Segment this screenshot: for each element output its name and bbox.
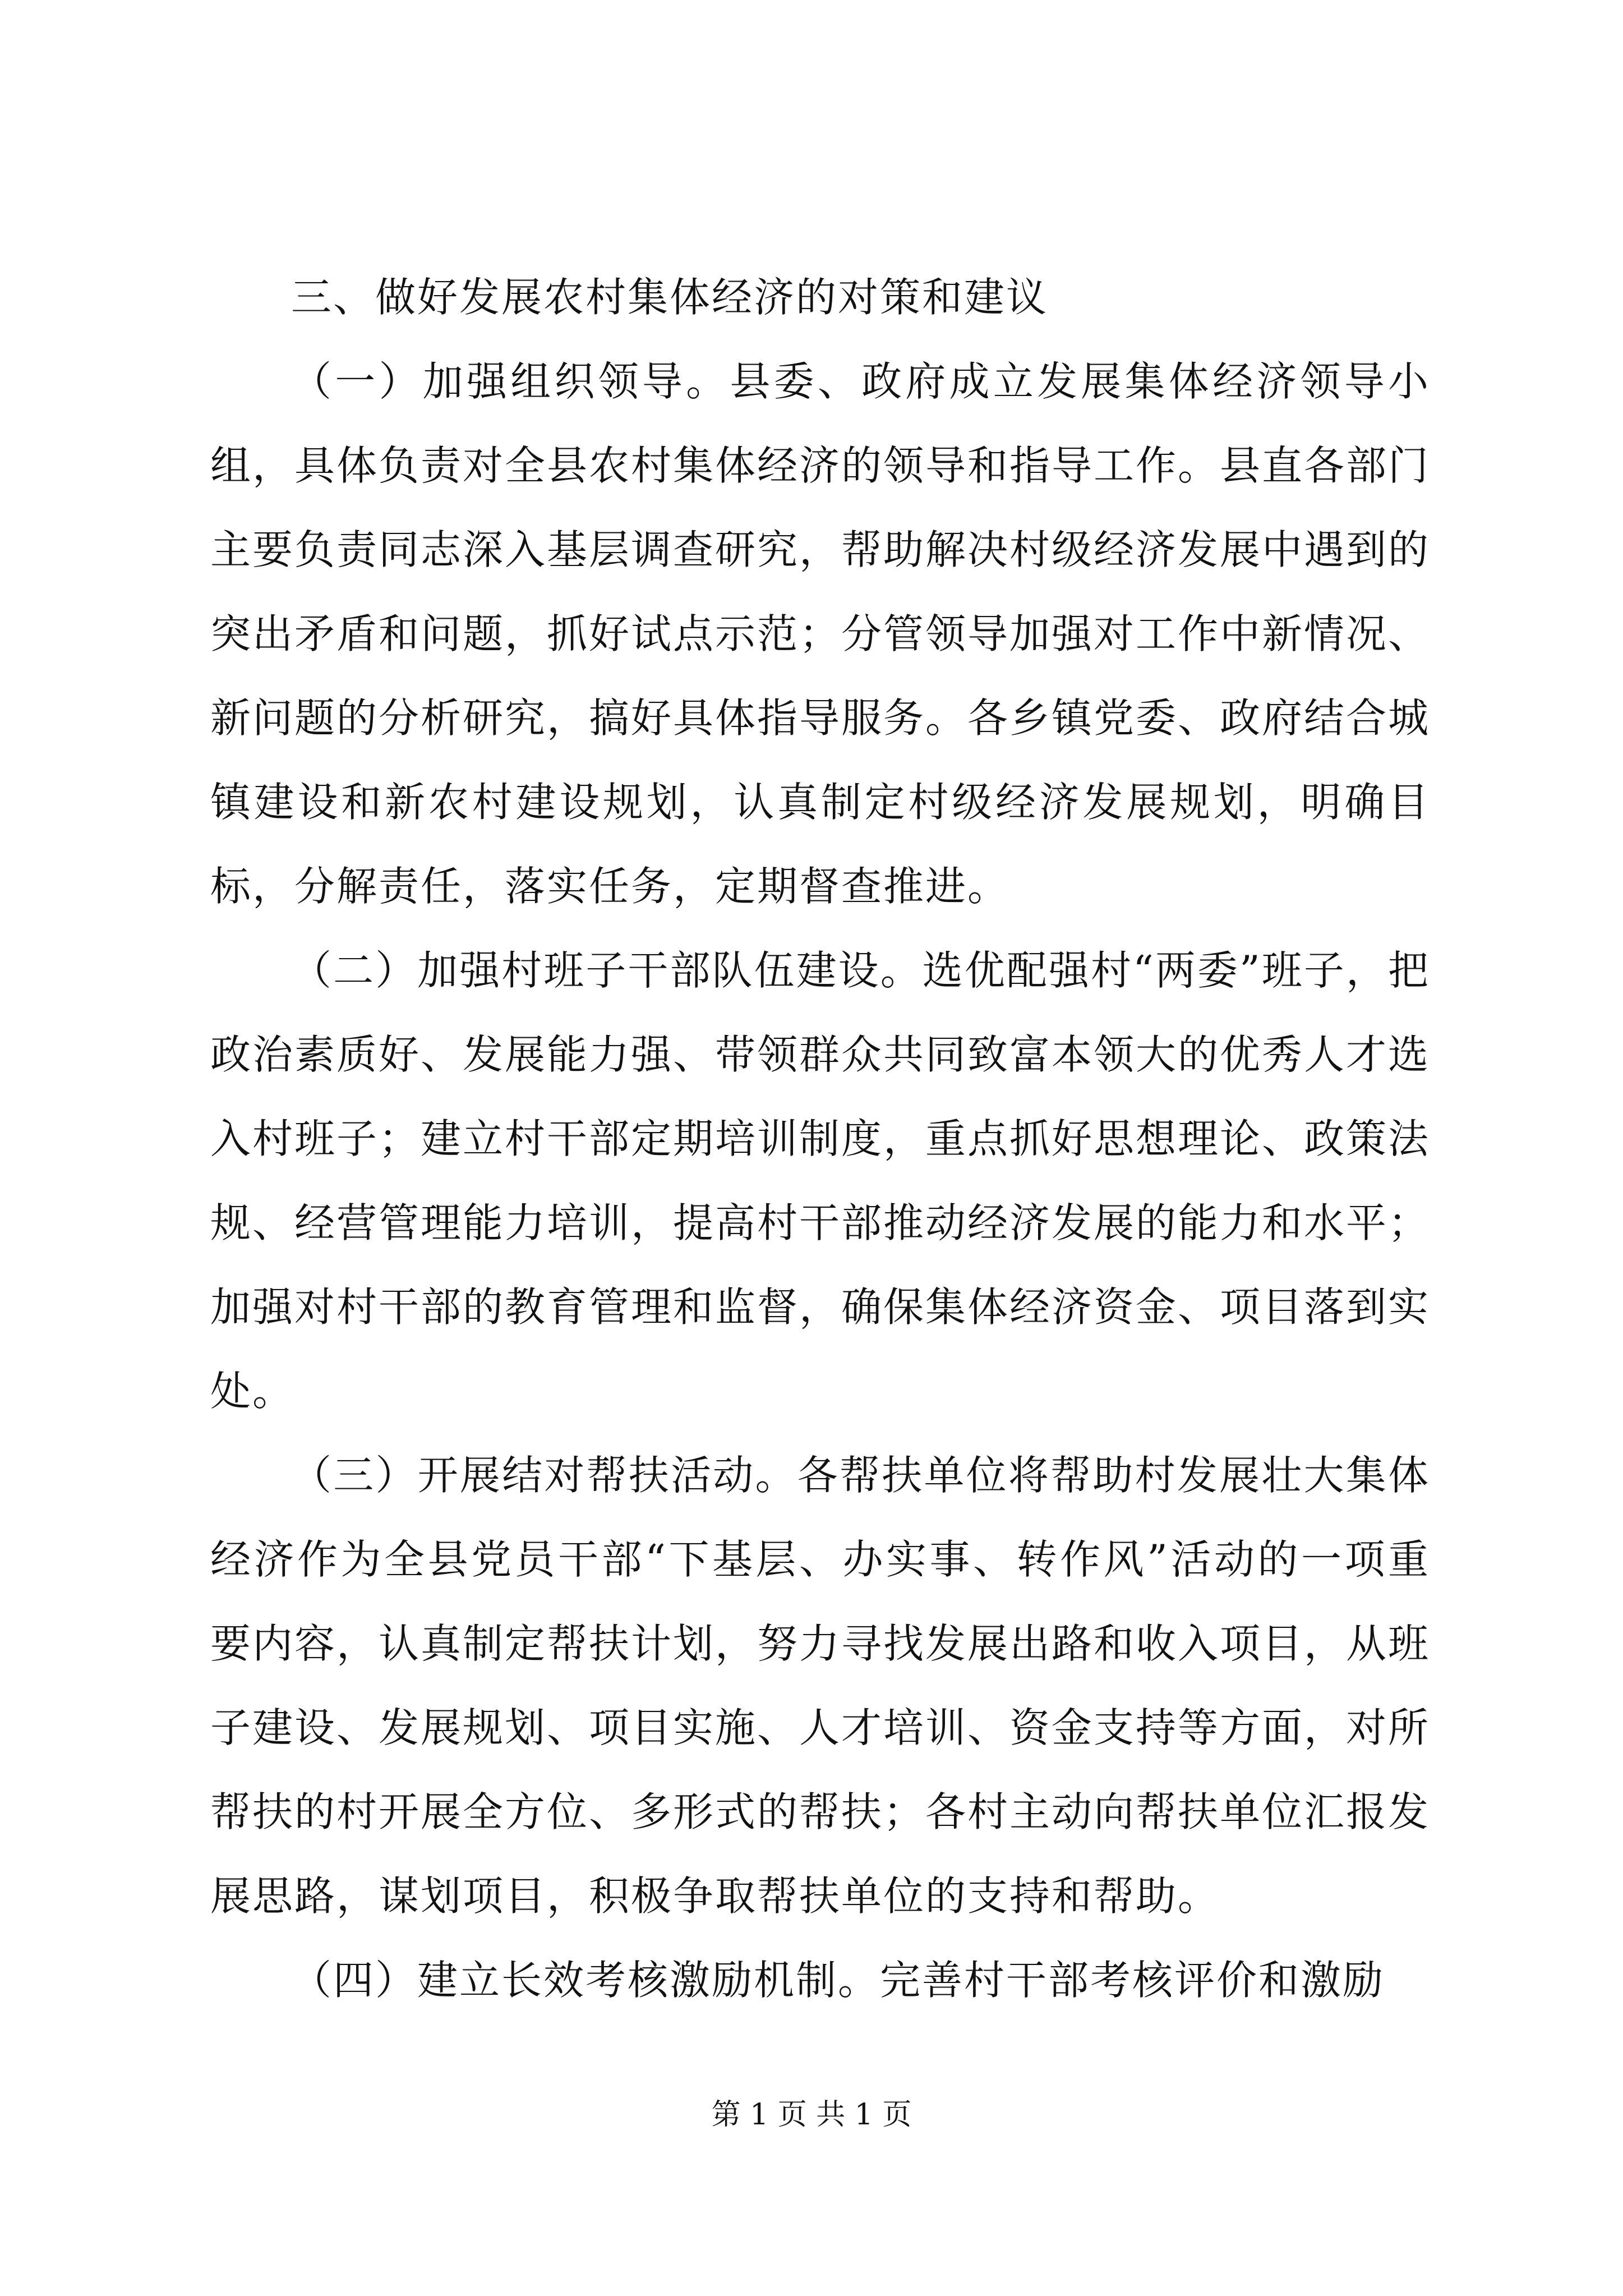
section-heading: 三、做好发展农村集体经济的对策和建议	[291, 274, 1049, 321]
paragraph-3: （三）开展结对帮扶活动。各帮扶单位将帮助村发展壮大集体经济作为全县党员干部“下基层、办实事、转作风”活动的一项重要内容，认真制定帮扶计划，努力寻找发展出路和收入项目，从班子建设、发展规划、项目实施、人才培训、资金支持等方面，对所帮扶的村开展全方位、多形式的帮扶；各村主动向帮扶单位汇报发展思路，谋划项目，积极争取帮扶单位的支持和帮助。	[210, 1452, 1431, 1920]
paragraph-2: （二）加强村班子干部队伍建设。选优配强村“两委”班子，把政治素质好、发展能力强、带领群众共同致富本领大的优秀人才选入村班子；建立村干部定期培训制度，重点抓好思想理论、政策法规、经营管理能力培训，提高村干部推动经济发展的能力和水平；加强对村干部的教育管理和监督，确保集体经济资金、项目落到实处。	[210, 947, 1431, 1415]
paragraph-1: （一）加强组织领导。县委、政府成立发展集体经济领导小组，具体负责对全县农村集体经济的领导和指导工作。县直各部门主要负责同志深入基层调查研究，帮助解决村级经济发展中遇到的突出矛盾和问题，抓好试点示范；分管领导加强对工作中新情况、新问题的分析研究，搞好具体指导服务。各乡镇党委、政府结合城镇建设和新农村建设规划，认真制定村级经济发展规划，明确目标，分解责任，落实任务，定期督查推进。	[210, 358, 1431, 910]
page-footer	[0, 2095, 1623, 2134]
page-number: 第 1 页 共 1 页	[711, 2098, 912, 2132]
document-body	[210, 255, 1430, 2022]
paragraph-4: （四）建立长效考核激励机制。完善村干部考核评价和激励	[291, 1957, 1385, 2004]
